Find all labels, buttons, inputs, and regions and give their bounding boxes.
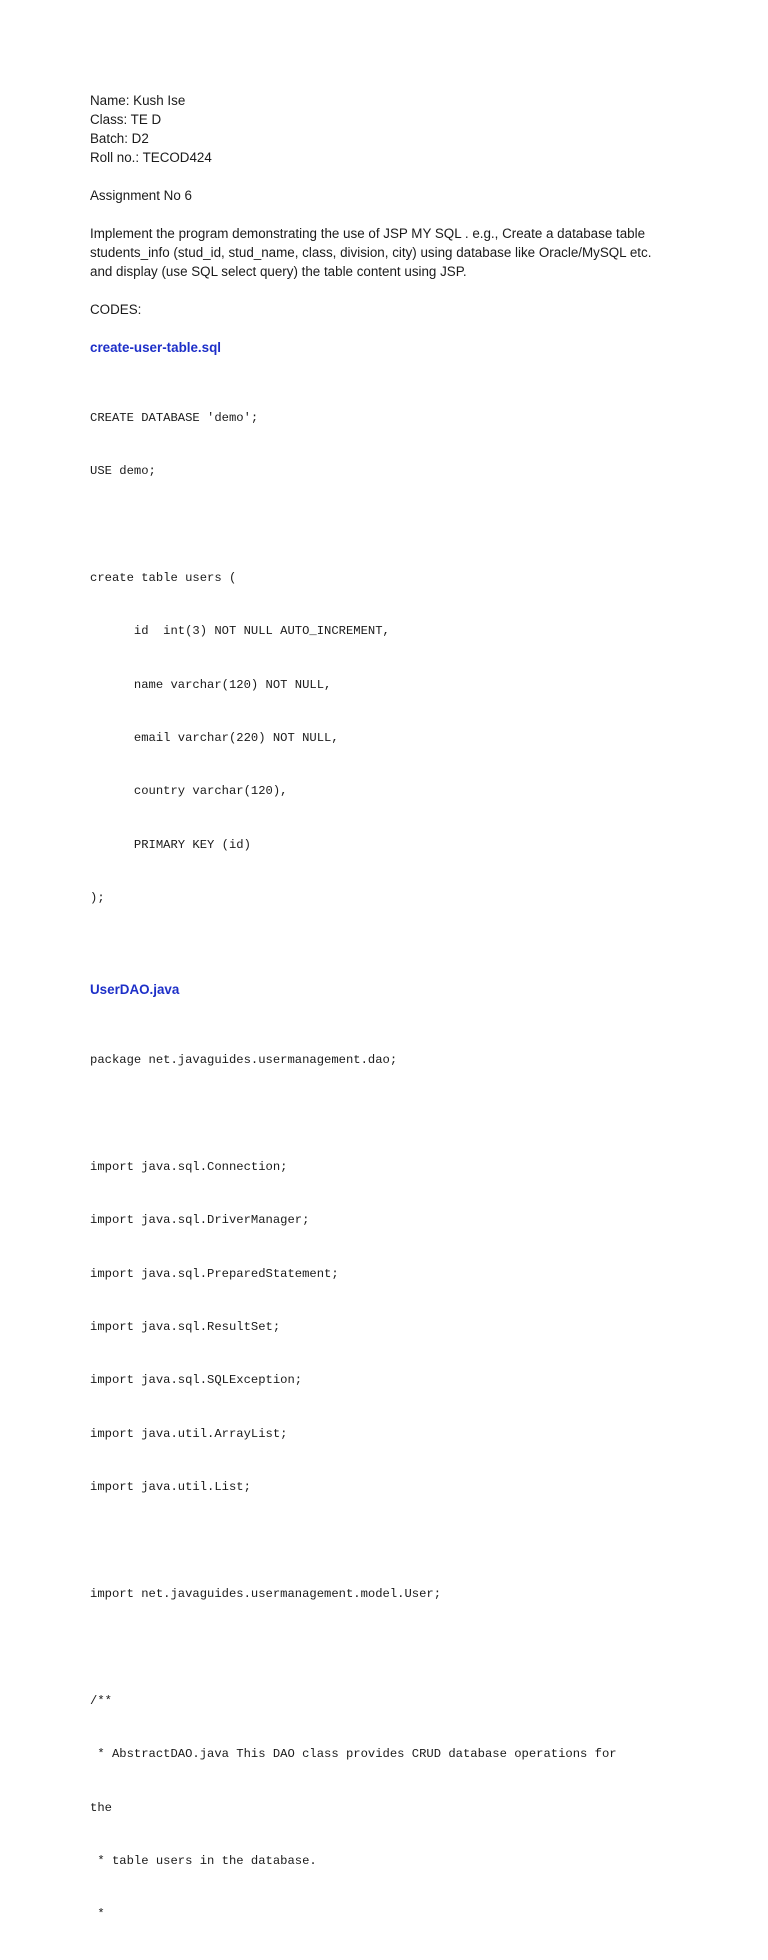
document-content <box>90 91 690 1960</box>
code-line: id int(3) NOT NULL AUTO_INCREMENT, <box>90 624 390 639</box>
code-line <box>90 1105 690 1123</box>
code-line: package net.javaguides.usermanagement.dao; <box>90 1053 398 1068</box>
student-name: Name: Kush Ise <box>90 93 186 108</box>
code-line: the <box>90 1800 112 1815</box>
code-line: CREATE DATABASE 'demo'; <box>90 410 259 425</box>
code-line: import java.sql.PreparedStatement; <box>90 1266 339 1281</box>
code-line: * AbstractDAO.java This DAO class provides CRUD database operations for <box>90 1747 617 1762</box>
code-line: * table users in the database. <box>90 1853 317 1868</box>
code-line: import java.sql.SQLException; <box>90 1373 303 1388</box>
code-line: create table users ( <box>90 570 237 585</box>
code-line: USE demo; <box>90 463 156 478</box>
code-line: import java.sql.ResultSet; <box>90 1320 281 1335</box>
assignment-description <box>90 224 690 281</box>
description-line: and display (use SQL select query) the table content using JSP. <box>90 264 467 279</box>
student-info <box>90 91 690 167</box>
code-line: import java.util.List; <box>90 1480 251 1495</box>
assignment-title: Assignment No 6 <box>90 188 192 203</box>
java-file-heading: UserDAO.java <box>90 981 180 997</box>
code-line: PRIMARY KEY (id) <box>90 837 251 852</box>
code-line: name varchar(120) NOT NULL, <box>90 677 332 692</box>
code-line: email varchar(220) NOT NULL, <box>90 730 339 745</box>
student-roll-no: Roll no.: TECOD424 <box>90 150 212 165</box>
description-line: Implement the program demonstrating the use of JSP MY SQL . e.g., Create a database table <box>90 226 646 241</box>
sql-code-block <box>90 374 690 944</box>
code-line <box>90 516 690 534</box>
codes-label: CODES: <box>90 302 142 317</box>
code-line: import java.sql.Connection; <box>90 1159 288 1174</box>
code-line: country varchar(120), <box>90 784 288 799</box>
code-line: import java.sql.DriverManager; <box>90 1213 310 1228</box>
code-line <box>90 1533 690 1551</box>
code-line <box>90 1639 690 1657</box>
code-line: /** <box>90 1693 112 1708</box>
code-line: import net.javaguides.usermanagement.model.User; <box>90 1587 442 1601</box>
code-line: ); <box>90 891 105 906</box>
student-class: Class: TE D <box>90 112 162 127</box>
student-batch: Batch: D2 <box>90 131 149 146</box>
sql-file-heading: create-user-table.sql <box>90 340 221 355</box>
java-code-block <box>90 1017 690 1960</box>
code-line: import java.util.ArrayList; <box>90 1426 288 1441</box>
code-line: * <box>90 1907 105 1922</box>
description-line: students_info (stud_id, stud_name, class, division, city) using database like Oracle/MySQL etc. <box>90 245 652 260</box>
